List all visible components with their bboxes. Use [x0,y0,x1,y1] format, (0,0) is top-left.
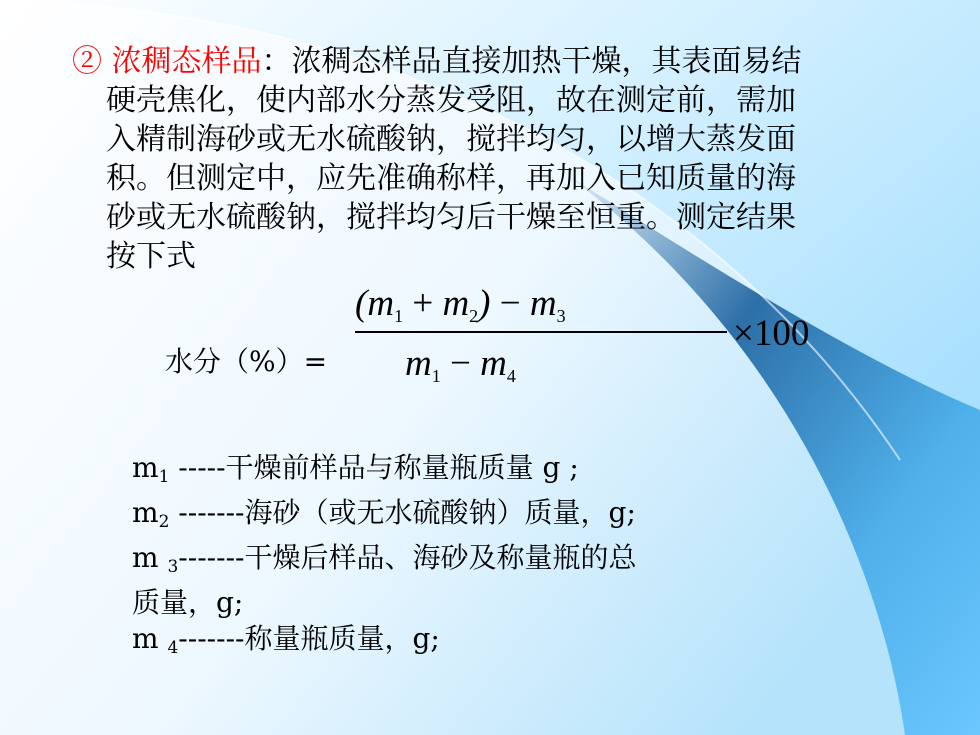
formula-multiplier: ×100 [733,313,810,354]
var-m: m [405,343,432,384]
definition-item [132,450,637,495]
paragraph-line: 砂或无水硫酸钠，搅拌均匀后干燥至恒重。测定结果 [106,200,796,235]
def-subscript: 4 [167,638,179,658]
definition-item [132,495,637,540]
minus-sign: − [490,283,530,324]
subscript: 1 [394,306,404,326]
def-text: -------干燥后样品、海砂及称量瓶的总 [178,541,637,574]
minus-sign: − [440,343,481,384]
formula-label: 水分（%）= [165,345,328,378]
paragraph-text: 浓稠态样品直接加热干燥，其表面易结 [291,44,802,79]
var-m: m [367,283,395,324]
paragraph-line: 入精制海砂或无水硫酸钠，搅拌均匀，以增大蒸发面 [106,122,796,157]
var-m: m [480,343,507,384]
def-symbol: m [132,496,159,529]
def-symbol: m [132,541,168,574]
formula-numerator [355,282,566,327]
formula-denominator [405,342,516,387]
paragraph-line: 积。但测定中，应先准确称样，再加入已知质量的海 [106,161,796,196]
var-m: m [529,283,557,324]
paren-close: ) [478,283,491,324]
definition-item [132,540,637,585]
term-colon: ： [261,44,292,79]
var-m: m [442,283,470,324]
subscript: 2 [469,306,479,326]
variable-definitions [132,450,637,666]
subscript: 4 [506,366,516,386]
paragraph-line: 按下式 [106,239,196,274]
list-marker: ② [72,44,102,79]
def-subscript: 2 [158,512,170,532]
def-symbol: m [132,622,168,655]
def-subscript: 1 [158,467,170,487]
highlight-term: 浓稠态样品 [111,44,262,79]
moisture-formula [165,282,810,402]
paragraph-line: 硬壳焦化，使内部水分蒸发受阻，故在测定前，需加 [106,83,796,118]
definition-item [132,621,637,666]
paragraph-line [72,42,872,81]
def-subscript: 3 [167,557,179,577]
main-paragraph [72,42,872,276]
def-symbol: m [132,451,159,484]
def-text: -----干燥前样品与称量瓶质量 g ; [169,451,579,484]
subscript: 1 [431,366,441,386]
plus-sign: + [403,283,443,324]
def-text: -------海砂（或无水硫酸钠）质量，g; [169,496,636,529]
paren-open: ( [355,283,368,324]
subscript: 3 [556,306,566,326]
fraction-bar [355,331,727,333]
definition-item-continued: 质量，g; [132,586,244,619]
def-text: -------称量瓶质量，g; [178,622,440,655]
